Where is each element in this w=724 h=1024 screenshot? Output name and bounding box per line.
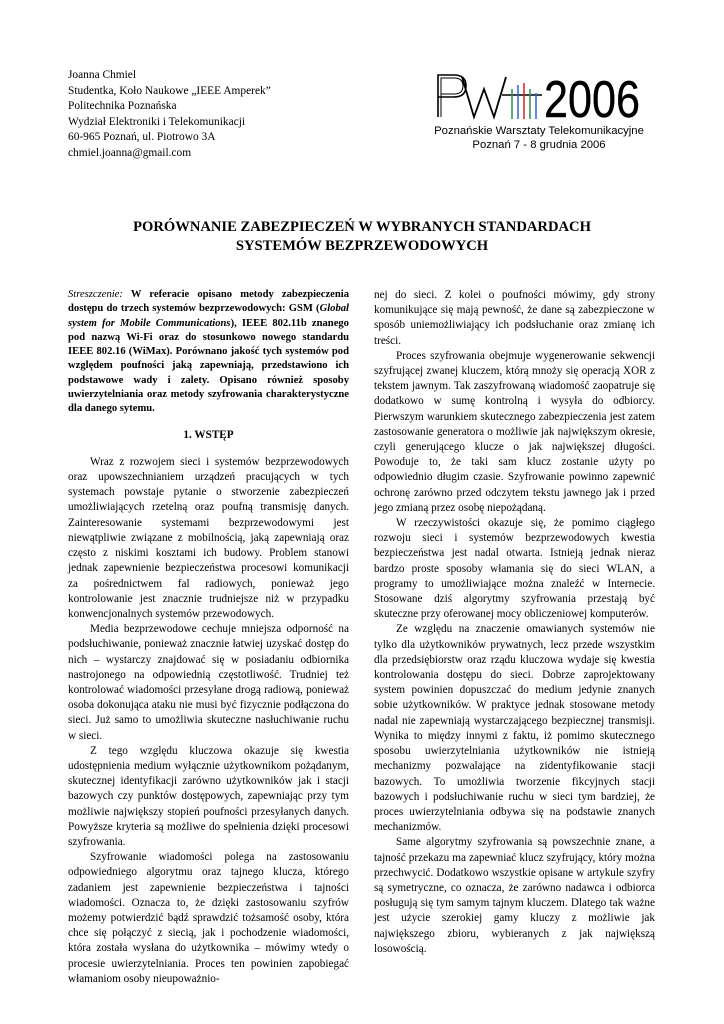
paragraph: Proces szyfrowania obejmuje wygenerowanie sekwencji szyfrującej zwanej kluczem, którą mnoży się operacją XOR z tekstem jawnym. Tak zaszyfrowaną wiadomość zaopatruje się dodatkowo w sumę kontrolną i wysyła do odbiorcy. Pierwszym warunkiem skutecznego zabezpieczenia jest zatem zastosowanie generatora o możliwie jak największym okresie, czyli generującego klucze o jak największej długości. Powoduje to, że taki sam klucz zostanie użyty po odpowiednio długim czasie. Szyfrowanie powinno zapewnić ochronę zarówno przed odczytem tekstu jawnego jak i przed jego zmianą przez osobę niepożądaną. <box>374 349 655 514</box>
paragraph: Media bezprzewodowe cechuje mniejsza odporność na podsłuchiwanie, ponieważ znacznie łatwiej uzyskać dostęp do nich – wystarczy znajdować się w posiadaniu odbiornika nastrojonego na odpowiednią częstotliwość. Trudniej też kontrolować wiadomości przesyłane drogą radiową, ponieważ osoba dokonująca ataku nie musi być fizycznie podłączona do sieci. Już samo to umożliwia skuteczne nasłuchiwanie ruchu w sieci. <box>68 623 349 742</box>
right-column <box>374 288 655 957</box>
author-university: Politechnika Poznańska <box>68 100 177 113</box>
logo-letter-t <box>502 83 542 119</box>
paper-title <box>0 218 724 256</box>
abstract-lead: Streszczenie: <box>68 289 123 300</box>
paragraph: Z tego względu kluczowa okazuje się kwestia udostępnienia medium wyłącznie użytkownikom pożądanym, skutecznej identyfikacji zarówno użytkowników jak i stacji bazowych czy punktów dostępowych, zapewniając przy tym możliwie największy stopień poufności przesyłanych danych. Powyższe kryteria są możliwe do spełnienia dzięki procesowi szyfrowania. <box>68 744 349 848</box>
abstract-italic-term: Global system for Mobile Communications <box>68 303 349 329</box>
abstract <box>68 288 349 417</box>
author-name: Joanna Chmiel <box>68 69 137 81</box>
logo-workshop-name: Poznańskie Warsztaty Telekomunikacyjne <box>434 125 644 137</box>
abstract-text-1: W referacie opisano metody zabezpieczenia dostępu do trzech systemów bezprzewodowych: GSM ( <box>68 289 349 315</box>
author-email[interactable]: chmiel.joanna@gmail.com <box>68 146 192 159</box>
paragraph: Wraz z rozwojem sieci i systemów bezprzewodowych oraz upowszechnianiem urządzeń pracujących w tych systemach powstaje pytanie o stworzenie zabezpieczeń umożliwiających rzetelną oraz poufną transmisję danych. Zainteresowanie systemami bezprzewodowymi jest niewątpliwie związane z mobilnością, jaką zapewniają oraz często z niskimi kosztami ich budowy. Problem stanowi jednak zapewnienie bezpieczeństwa procesowi komunikacji za pośrednictwem fal radiowych, ponieważ jego kontrolowanie jest znacznie trudniejsze niż w przypadku konwencjonalnych systemów przewodowych. <box>68 455 349 620</box>
paragraph: Szyfrowanie wiadomości polega na zastosowaniu odpowiedniego algorytmu oraz tajnego klucza, którego zadaniem jest zapewnienie bezpieczeństwa i tajności wiadomości. Oznacza to, że dzięki zastosowaniu szyfrów możemy potwierdzić bądź sprawdzić tożsamość osoby, która chce się połączyć z siecią, jak i pochodzenie wiadomości, która została wysłana do użytkownika – mówimy wtedy o procesie uwierzytelniania. Proces ten powinien zapobiegać włamaniom osoby nieupoważnio- <box>68 851 349 985</box>
author-block <box>68 68 271 162</box>
logo-caption <box>434 124 644 152</box>
section-heading-intro: 1. WSTĘP <box>183 428 234 441</box>
logo-year: 2006 <box>544 71 640 129</box>
author-address: 60-965 Poznań, ul. Piotrowo 3A <box>68 131 216 144</box>
logo-letter-w <box>462 77 506 117</box>
left-column <box>68 288 349 987</box>
paper-title-line-2: SYSTEMÓW BEZPRZEWODOWYCH <box>235 238 489 254</box>
paragraph: Ze względu na znaczenie omawianych systemów nie tylko dla użytkowników prywatnych, lecz przede wszystkim dla przedsiębiorstw oraz rządu kluczowa wydaje się kwestia kontrolowania dostępu do sieci. Dobrze zaprojektowany system powinien dopuszczać do medium jedynie znanych sobie użytkowników. W praktyce jednak stosowane metody nadal nie zapewniają wystarczającego bezpiecznej transmisji. Wynika to między innymi z faktu, iż pomimo skutecznego sposobu uwierzytelniania użytkowników nie istnieją mechanizmy pozwalające na zidentyfikowanie stacji bazowych. To umożliwia tworzenie fikcyjnych stacji bazowych i podsłuchiwanie ruchu w sieci tym bardziej, że proces uwierzytelniania odbywa się na podstawie znanych mechanizmów. <box>374 623 655 834</box>
paper-title-line-1: PORÓWNANIE ZABEZPIECZEŃ W WYBRANYCH STANDARDACH <box>133 219 591 235</box>
author-faculty: Wydział Elektroniki i Telekomunikacji <box>68 115 246 128</box>
abstract-text-2: ), IEEE 802.11b znanego pod nazwą Wi-Fi oraz do stosunkowo nowego standardu IEEE 802.16 (WiMax). Porównano jakość tych systemów pod względem poufności jaką zapewniają, przedstawiono ich podstawowe wady i zalety. Opisano również sposoby uwierzytelniania oraz metody szyfrowania charakterystyczne dla danego sytemu. <box>68 317 349 415</box>
paragraph: W rzeczywistości okazuje się, że pomimo ciągłego rozwoju sieci i systemów bezprzewodowych kwestia bezpieczeństwa jest nadal otwarta. Istnieją jednak nieraz bardzo proste sposoby włamania się do sieci WLAN, a programy to umożliwiające można znaleźć w Internecie. Stosowane dziś algorytmy szyfrowania przestają być skuteczne przy oferowanej mocy obliczeniowej komputerów. <box>374 517 655 621</box>
author-affiliation-club: Studentka, Koło Naukowe „IEEE Amperek” <box>68 84 271 97</box>
logo-workshop-date: Poznań 7 - 8 grudnia 2006 <box>472 139 606 151</box>
paragraph: Same algorytmy szyfrowania są powszechnie znane, a tajność przekazu ma zapewniać klucz szyfrujący, który można przechwycić. Dodatkowo wszystkie opisane w artykule szyfry są symetryczne, co oznacza, że zarówno nadawca i odbiorca posługują się tym samym tajnym kluczem. Dlatego tak ważne jest użycie szerokiej gamy kluczy z możliwie jak największego zbioru, wybieranych z jak największą losowością. <box>374 836 655 955</box>
paragraph: nej do sieci. Z kolei o poufności mówimy, gdy strony komunikujące się mają pewność, że dane są zabezpieczone w sposób uniemożliwiający ich podsłuchanie oraz zmianę ich treści. <box>374 289 655 347</box>
